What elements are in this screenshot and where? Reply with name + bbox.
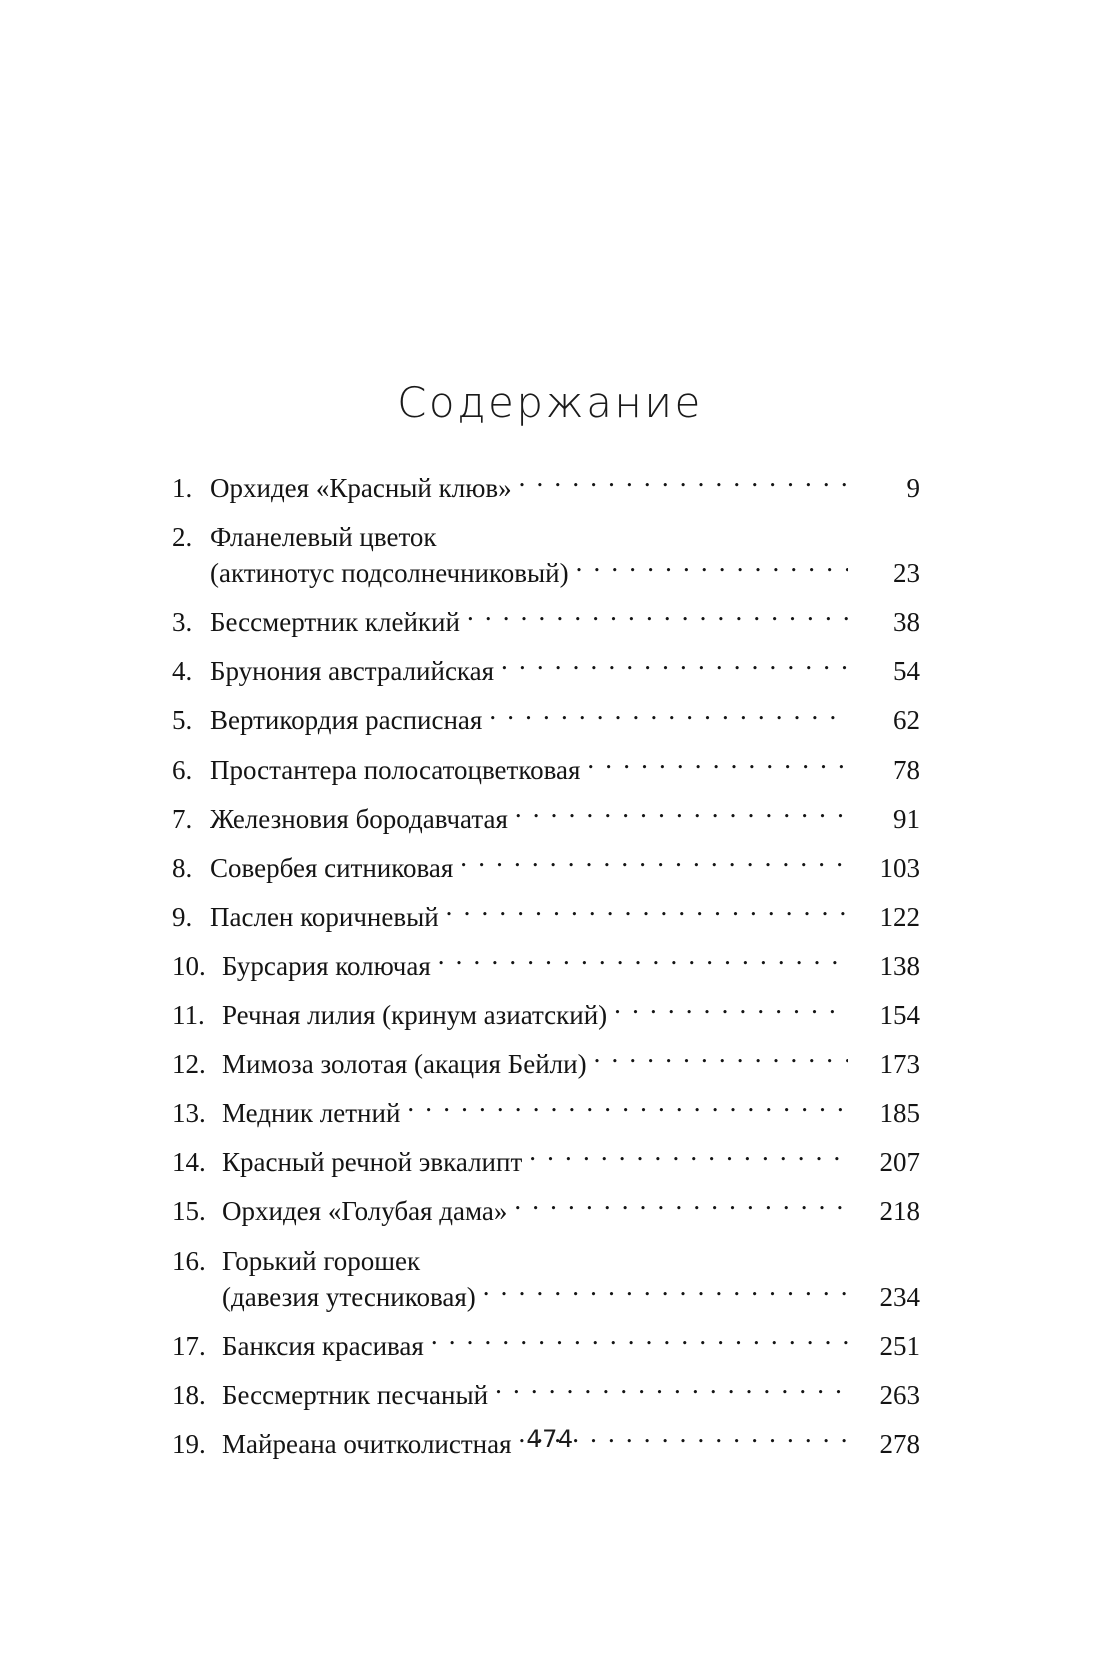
toc-entry-page-number: 251 bbox=[879, 1330, 920, 1361]
toc-leader-dots bbox=[614, 997, 848, 1024]
toc-entry-title: Совербея ситниковая bbox=[210, 852, 454, 883]
toc-entry-title: Простантера полосатоцветковая bbox=[210, 754, 581, 785]
toc-entry-title-continued: (актинотус подсолнечниковый) bbox=[210, 558, 569, 589]
toc-leader-dots bbox=[427, 1243, 920, 1270]
toc-entry[interactable] bbox=[172, 948, 920, 984]
toc-entry-page-number: 154 bbox=[879, 1000, 920, 1031]
page-folio-number: 474 bbox=[526, 1425, 574, 1453]
toc-entry-line bbox=[172, 604, 920, 640]
toc-entry[interactable] bbox=[172, 1377, 920, 1413]
toc-leader-dots bbox=[501, 653, 848, 680]
toc-leader-dots bbox=[576, 555, 848, 582]
toc-entry-title: Красный речной эвкалипт bbox=[222, 1147, 523, 1178]
toc-entry[interactable] bbox=[172, 899, 920, 935]
toc-entry-line bbox=[172, 519, 920, 555]
toc-leader-dots bbox=[515, 801, 848, 828]
toc-entry[interactable] bbox=[172, 1144, 920, 1180]
toc-entry-line bbox=[172, 1243, 920, 1279]
toc-entry-number: 3. bbox=[172, 607, 193, 638]
toc-leader-dots bbox=[460, 850, 848, 877]
toc-leader-dots bbox=[431, 1328, 848, 1355]
toc-entry-title: Орхидея «Голубая дама» bbox=[222, 1196, 508, 1227]
toc-entry-number: 17. bbox=[172, 1330, 206, 1361]
toc-entry-title: Бессмертник песчаный bbox=[222, 1379, 489, 1410]
toc-entry-page-number: 263 bbox=[879, 1379, 920, 1410]
toc-entry-line bbox=[172, 948, 920, 984]
toc-entry-title: Вертикордия расписная bbox=[210, 705, 483, 736]
toc-entry-number: 2. bbox=[172, 522, 193, 553]
toc-entry-title: Горький горошек bbox=[222, 1245, 421, 1276]
toc-entry-number: 15. bbox=[172, 1196, 206, 1227]
toc-entry-line bbox=[172, 899, 920, 935]
toc-leader-dots bbox=[444, 519, 920, 546]
toc-entry[interactable] bbox=[172, 604, 920, 640]
toc-entry-line bbox=[172, 1377, 920, 1413]
toc-leader-dots bbox=[438, 948, 848, 975]
toc-entry-line bbox=[172, 752, 920, 788]
toc-entry-page-number: 38 bbox=[893, 607, 920, 638]
toc-entry-page-number: 138 bbox=[879, 950, 920, 981]
toc-entry-title: Банксия красивая bbox=[222, 1330, 424, 1361]
toc-entry[interactable] bbox=[172, 470, 920, 506]
toc-entry-page-number: 122 bbox=[879, 901, 920, 932]
toc-entry-title: Речная лилия (кринум азиатский) bbox=[222, 1000, 608, 1031]
toc-entry-page-number: 78 bbox=[893, 754, 920, 785]
toc-entry-line bbox=[172, 470, 920, 506]
toc-entry-number: 16. bbox=[172, 1245, 206, 1276]
toc-entry[interactable] bbox=[172, 997, 920, 1033]
toc-leader-dots bbox=[483, 1279, 848, 1306]
toc-entry-number: 4. bbox=[172, 656, 193, 687]
toc-entry[interactable] bbox=[172, 1046, 920, 1082]
toc-entry-page-number: 23 bbox=[893, 558, 920, 589]
toc-entry-number: 14. bbox=[172, 1147, 206, 1178]
toc-entry-line bbox=[172, 1193, 920, 1229]
toc-entry-page-number: 278 bbox=[879, 1428, 920, 1459]
toc-entry-number: 19. bbox=[172, 1428, 206, 1459]
toc-entry-page-number: 9 bbox=[906, 473, 920, 503]
toc-entry-line bbox=[172, 801, 920, 837]
toc-entry[interactable] bbox=[172, 702, 920, 738]
toc-leader-dots bbox=[594, 1046, 848, 1073]
toc-entry-number: 1. bbox=[172, 473, 193, 503]
toc-entry-title: Мимоза золотая (акация Бейли) bbox=[222, 1049, 587, 1080]
toc-entry-line bbox=[172, 1095, 920, 1131]
toc-leader-dots bbox=[587, 752, 848, 779]
toc-entry[interactable] bbox=[172, 1095, 920, 1131]
toc-leader-dots bbox=[446, 899, 848, 926]
toc-entry-line bbox=[172, 1328, 920, 1364]
toc-entry-page-number: 103 bbox=[879, 852, 920, 883]
toc-entry-title: Бессмертник клейкий bbox=[210, 607, 460, 638]
toc-entry-line bbox=[172, 1144, 920, 1180]
toc-leader-dots bbox=[514, 1193, 848, 1220]
toc-entry[interactable] bbox=[172, 801, 920, 837]
toc-entry-title: Паслен коричневый bbox=[210, 901, 439, 932]
toc-entry-number: 8. bbox=[172, 852, 193, 883]
toc-entry-number: 12. bbox=[172, 1049, 206, 1080]
toc-entry-page-number: 218 bbox=[879, 1196, 920, 1227]
toc-entry-number: 7. bbox=[172, 803, 193, 834]
toc-entry-continuation-line bbox=[172, 1279, 920, 1315]
toc-leader-dots bbox=[519, 470, 848, 497]
toc-entry-title: Орхидея «Красный клюв» bbox=[210, 473, 512, 503]
toc-entry-line bbox=[172, 1046, 920, 1082]
toc-leader-dots bbox=[489, 702, 848, 729]
toc-entry-line bbox=[172, 997, 920, 1033]
toc-entry[interactable] bbox=[172, 1328, 920, 1364]
toc-entry-number: 9. bbox=[172, 901, 193, 932]
toc-entry-page-number: 54 bbox=[893, 656, 920, 687]
toc-entry-title: Фланелевый цветок bbox=[210, 522, 437, 553]
toc-entry-line bbox=[172, 653, 920, 689]
toc-entry-number: 5. bbox=[172, 705, 193, 736]
toc-entry[interactable] bbox=[172, 850, 920, 886]
toc-entry-title: Железновия бородавчатая bbox=[210, 803, 508, 834]
toc-entry-number: 10. bbox=[172, 950, 206, 981]
toc-entry[interactable] bbox=[172, 752, 920, 788]
toc-entry-title: Брунония австралийская bbox=[210, 656, 495, 687]
toc-entry[interactable] bbox=[172, 1193, 920, 1229]
toc-entry-title-continued: (давезия утесниковая) bbox=[222, 1281, 476, 1312]
toc-entry-page-number: 62 bbox=[893, 705, 920, 736]
toc-entry-page-number: 234 bbox=[879, 1281, 920, 1312]
toc-entry[interactable] bbox=[172, 519, 920, 591]
toc-leader-dots bbox=[467, 604, 848, 631]
toc-entry[interactable] bbox=[172, 653, 920, 689]
toc-entry-line bbox=[172, 702, 920, 738]
toc-entry-page-number: 207 bbox=[879, 1147, 920, 1178]
toc-entry-page-number: 185 bbox=[879, 1098, 920, 1129]
toc-entry-title: Бурсария колючая bbox=[222, 950, 431, 981]
toc-entry-number: 13. bbox=[172, 1098, 206, 1129]
toc-entry-number: 11. bbox=[172, 1000, 205, 1031]
toc-entry-continuation-line bbox=[172, 555, 920, 591]
toc-leader-dots bbox=[407, 1095, 848, 1122]
toc-entry-number: 18. bbox=[172, 1379, 206, 1410]
toc-entry-number: 6. bbox=[172, 754, 193, 785]
toc-leader-dots bbox=[529, 1144, 848, 1171]
toc-entry-title: Майреана очитколистная bbox=[222, 1428, 512, 1459]
toc-entry[interactable] bbox=[172, 1243, 920, 1315]
toc-entry-page-number: 173 bbox=[879, 1049, 920, 1080]
toc-entry-line bbox=[172, 850, 920, 886]
table-of-contents-list bbox=[172, 470, 920, 1475]
toc-entry-title: Медник летний bbox=[222, 1098, 401, 1129]
page-title: Содержание bbox=[397, 378, 703, 427]
toc-leader-dots bbox=[495, 1377, 848, 1404]
toc-entry-page-number: 91 bbox=[893, 803, 920, 834]
